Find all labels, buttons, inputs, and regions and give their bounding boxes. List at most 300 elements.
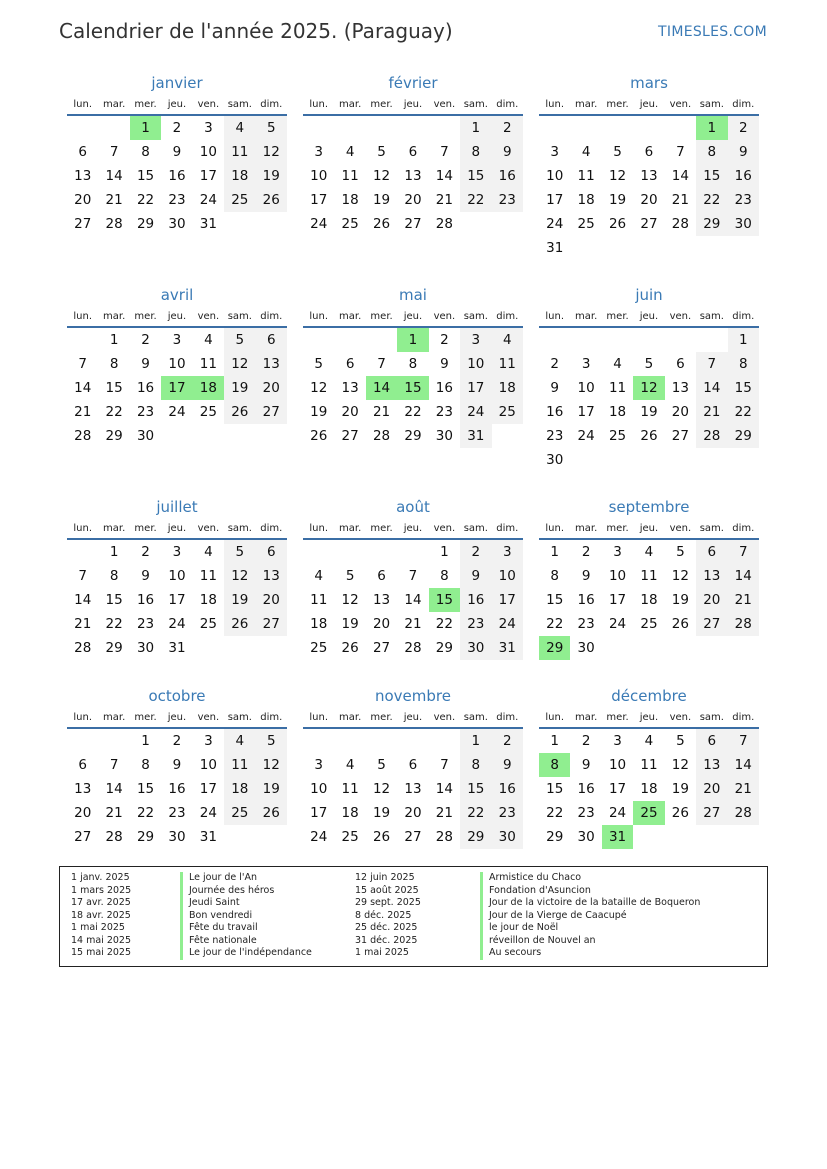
day-cell: 22 xyxy=(404,404,422,420)
day-cell: 20 xyxy=(671,404,689,420)
day-cell: 25 xyxy=(199,404,217,420)
day-cell: 2 xyxy=(728,116,759,140)
day-cell: 8 xyxy=(109,356,119,372)
legend-date: 8 déc. 2025 xyxy=(355,909,412,921)
day-cell: 15 xyxy=(136,168,155,184)
day-cell: 23 xyxy=(577,616,595,632)
day-cell: 10 xyxy=(608,568,627,584)
empty-cell xyxy=(366,328,397,352)
day-cell: 3 xyxy=(550,144,559,160)
day-cell: 19 xyxy=(310,404,328,420)
day-cell: 25 xyxy=(224,801,255,825)
day-cell: 15 xyxy=(460,164,491,188)
day-cell: 29 xyxy=(435,640,453,656)
month-11 xyxy=(539,685,759,849)
day-cell: 26 xyxy=(608,216,627,232)
day-cell: 15 xyxy=(105,592,123,608)
day-grid xyxy=(67,729,287,849)
day-cell: 10 xyxy=(310,168,328,184)
day-cell: 25 xyxy=(341,216,359,232)
day-cell: 11 xyxy=(341,781,359,797)
empty-cell xyxy=(98,116,129,140)
legend-date: 31 déc. 2025 xyxy=(355,934,418,946)
day-cell: 2 xyxy=(492,116,523,140)
day-cell: 12 xyxy=(310,380,328,396)
day-cell: 19 xyxy=(224,588,255,612)
legend-date: 18 avr. 2025 xyxy=(71,909,131,921)
day-cell: 27 xyxy=(696,612,727,636)
empty-cell xyxy=(67,540,98,564)
day-cell: 15 xyxy=(105,380,123,396)
weekday-label: mar. xyxy=(103,522,126,534)
day-cell: 13 xyxy=(640,168,658,184)
day-cell: 5 xyxy=(377,757,386,773)
legend-date: 1 mai 2025 xyxy=(355,947,409,958)
weekday-label: dim. xyxy=(496,711,519,723)
legend-holiday-name: Fête du travail xyxy=(180,922,258,935)
day-cell: 3 xyxy=(460,328,491,352)
day-cell: 18 xyxy=(640,592,658,608)
holiday-day: 15 xyxy=(429,588,460,612)
day-cell: 7 xyxy=(109,144,119,160)
day-cell: 7 xyxy=(728,540,759,564)
empty-cell xyxy=(570,116,601,140)
day-cell: 5 xyxy=(345,568,355,584)
weekday-header xyxy=(539,518,759,540)
weekday-label: jeu. xyxy=(403,310,423,322)
day-cell: 22 xyxy=(435,616,453,632)
day-cell: 24 xyxy=(199,192,217,208)
legend-holiday-name: Le jour de l'An xyxy=(180,872,257,885)
day-cell: 23 xyxy=(728,188,759,212)
weekday-label: mar. xyxy=(103,711,126,723)
day-cell: 3 xyxy=(581,356,591,372)
weekday-label: mar. xyxy=(339,310,362,322)
day-cell: 16 xyxy=(492,164,523,188)
day-cell: 24 xyxy=(168,404,186,420)
day-cell: 3 xyxy=(314,144,323,160)
day-cell: 12 xyxy=(372,168,391,184)
legend-date: 1 mars 2025 xyxy=(71,884,132,896)
day-cell: 31 xyxy=(168,640,186,656)
weekday-label: sam. xyxy=(699,711,724,723)
month-name: août xyxy=(396,498,430,516)
day-cell: 28 xyxy=(105,829,123,845)
empty-cell xyxy=(633,116,664,140)
day-cell: 27 xyxy=(404,829,422,845)
weekday-label: mer. xyxy=(370,522,393,534)
weekday-label: dim. xyxy=(260,98,283,110)
weekday-label: lun. xyxy=(309,310,329,322)
day-cell: 23 xyxy=(435,404,453,420)
day-cell: 11 xyxy=(224,753,255,777)
weekday-label: lun. xyxy=(545,522,565,534)
day-cell: 24 xyxy=(460,400,491,424)
weekday-label: sam. xyxy=(463,310,488,322)
day-cell: 24 xyxy=(577,428,595,444)
day-cell: 7 xyxy=(408,568,418,584)
legend-date: 15 août 2025 xyxy=(355,884,419,896)
day-cell: 10 xyxy=(168,356,186,372)
empty-cell xyxy=(366,729,397,753)
legend-date: 29 sept. 2025 xyxy=(355,897,421,908)
day-cell: 18 xyxy=(199,592,217,608)
day-cell: 4 xyxy=(204,332,213,348)
holiday-day: 1 xyxy=(696,116,727,140)
weekday-label: dim. xyxy=(732,711,755,723)
day-cell: 17 xyxy=(168,592,186,608)
month-name: juillet xyxy=(156,498,198,516)
day-cell: 17 xyxy=(546,192,564,208)
weekday-label: mer. xyxy=(134,98,157,110)
weekday-header xyxy=(303,94,523,116)
day-cell: 21 xyxy=(671,192,689,208)
weekday-label: mar. xyxy=(339,711,362,723)
day-cell: 8 xyxy=(440,568,449,584)
day-cell: 26 xyxy=(372,829,391,845)
day-cell: 8 xyxy=(460,753,491,777)
day-cell: 13 xyxy=(696,564,727,588)
day-cell: 18 xyxy=(341,805,359,821)
day-cell: 27 xyxy=(372,640,391,656)
weekday-label: jeu. xyxy=(403,711,423,723)
weekday-label: mar. xyxy=(575,522,598,534)
day-cell: 28 xyxy=(404,640,422,656)
day-cell: 3 xyxy=(204,120,213,136)
day-cell: 7 xyxy=(440,757,449,773)
day-cell: 20 xyxy=(372,616,391,632)
day-cell: 3 xyxy=(492,540,523,564)
day-cell: 8 xyxy=(696,140,727,164)
day-cell: 24 xyxy=(492,612,523,636)
day-cell: 1 xyxy=(728,328,759,352)
day-cell: 22 xyxy=(696,188,727,212)
weekday-label: ven. xyxy=(669,310,692,322)
weekday-header xyxy=(67,707,287,729)
empty-cell xyxy=(334,729,365,753)
day-cell: 2 xyxy=(141,544,150,560)
day-cell: 17 xyxy=(608,592,627,608)
day-cell: 12 xyxy=(341,592,359,608)
day-cell: 29 xyxy=(136,216,155,232)
day-cell: 23 xyxy=(492,188,523,212)
day-cell: 18 xyxy=(224,777,255,801)
empty-cell xyxy=(303,116,334,140)
day-cell: 6 xyxy=(408,144,418,160)
day-cell: 2 xyxy=(172,733,182,749)
legend-holiday-name: Jour de la Vierge de Caacupé xyxy=(480,910,627,923)
weekday-label: sam. xyxy=(227,98,252,110)
weekday-label: mar. xyxy=(103,98,126,110)
brand-link[interactable]: TIMESLES.COM xyxy=(658,24,767,40)
day-cell: 20 xyxy=(696,777,727,801)
day-cell: 14 xyxy=(435,781,453,797)
day-cell: 14 xyxy=(728,564,759,588)
day-cell: 11 xyxy=(310,592,328,608)
day-cell: 21 xyxy=(728,777,759,801)
empty-cell xyxy=(303,328,334,352)
day-cell: 19 xyxy=(608,192,627,208)
day-cell: 11 xyxy=(199,568,217,584)
empty-cell xyxy=(696,328,727,352)
day-cell: 11 xyxy=(341,168,359,184)
weekday-label: jeu. xyxy=(639,310,659,322)
holiday-legend xyxy=(59,866,768,967)
day-cell: 15 xyxy=(546,592,564,608)
day-cell: 26 xyxy=(640,428,658,444)
day-cell: 17 xyxy=(608,781,627,797)
page-title: Calendrier de l'année 2025. (Paraguay) xyxy=(59,19,453,43)
day-cell: 2 xyxy=(460,540,491,564)
day-cell: 4 xyxy=(345,144,355,160)
weekday-label: jeu. xyxy=(403,522,423,534)
day-cell: 17 xyxy=(199,168,217,184)
day-cell: 27 xyxy=(256,400,287,424)
day-cell: 26 xyxy=(224,400,255,424)
month-name: avril xyxy=(160,286,194,304)
month-1 xyxy=(303,72,523,236)
day-cell: 27 xyxy=(74,216,92,232)
day-cell: 1 xyxy=(460,729,491,753)
day-cell: 5 xyxy=(224,540,255,564)
day-cell: 1 xyxy=(141,733,150,749)
day-cell: 27 xyxy=(671,428,689,444)
month-name: mai xyxy=(399,286,427,304)
month-name: février xyxy=(388,74,438,92)
day-cell: 28 xyxy=(74,640,92,656)
weekday-label: sam. xyxy=(463,522,488,534)
day-cell: 7 xyxy=(377,356,386,372)
day-cell: 28 xyxy=(435,829,453,845)
day-cell: 25 xyxy=(640,616,658,632)
day-cell: 22 xyxy=(460,188,491,212)
day-cell: 17 xyxy=(310,192,328,208)
day-cell: 15 xyxy=(546,781,564,797)
day-cell: 24 xyxy=(546,216,564,232)
month-name: septembre xyxy=(608,498,690,516)
weekday-label: ven. xyxy=(669,711,692,723)
month-6 xyxy=(67,496,287,660)
holiday-day: 14 xyxy=(366,376,397,400)
day-cell: 17 xyxy=(460,376,491,400)
empty-cell xyxy=(334,540,365,564)
day-cell: 9 xyxy=(141,356,150,372)
day-grid xyxy=(539,540,759,660)
day-cell: 21 xyxy=(435,192,453,208)
weekday-label: jeu. xyxy=(167,711,187,723)
day-cell: 5 xyxy=(644,356,654,372)
legend-date: 25 déc. 2025 xyxy=(355,922,418,933)
day-cell: 11 xyxy=(199,356,217,372)
empty-cell xyxy=(67,328,98,352)
weekday-header xyxy=(67,94,287,116)
day-cell: 28 xyxy=(696,424,727,448)
legend-holiday-name: Jeudi Saint xyxy=(180,897,240,910)
day-cell: 20 xyxy=(256,588,287,612)
weekday-label: dim. xyxy=(260,522,283,534)
day-cell: 8 xyxy=(460,140,491,164)
weekday-header xyxy=(303,306,523,328)
day-cell: 29 xyxy=(136,829,155,845)
day-cell: 14 xyxy=(671,168,689,184)
day-cell: 29 xyxy=(460,825,491,849)
day-cell: 4 xyxy=(644,733,654,749)
day-cell: 9 xyxy=(172,144,182,160)
day-cell: 21 xyxy=(105,192,123,208)
day-cell: 23 xyxy=(577,805,595,821)
day-cell: 2 xyxy=(550,356,559,372)
day-cell: 7 xyxy=(78,356,87,372)
day-cell: 21 xyxy=(435,805,453,821)
month-name: juin xyxy=(635,286,663,304)
legend-date: 1 janv. 2025 xyxy=(71,872,130,883)
day-cell: 16 xyxy=(546,404,564,420)
day-cell: 17 xyxy=(199,781,217,797)
day-cell: 2 xyxy=(581,544,591,560)
day-cell: 6 xyxy=(377,568,386,584)
weekday-label: mar. xyxy=(575,310,598,322)
day-cell: 15 xyxy=(696,164,727,188)
day-cell: 21 xyxy=(372,404,391,420)
weekday-label: lun. xyxy=(309,711,329,723)
empty-cell xyxy=(67,729,98,753)
day-cell: 27 xyxy=(404,216,422,232)
day-cell: 25 xyxy=(341,829,359,845)
day-cell: 2 xyxy=(492,729,523,753)
day-cell: 14 xyxy=(696,376,727,400)
day-cell: 17 xyxy=(577,404,595,420)
weekday-label: sam. xyxy=(227,310,252,322)
weekday-label: dim. xyxy=(732,310,755,322)
day-cell: 3 xyxy=(172,332,182,348)
month-name: octobre xyxy=(148,687,206,705)
empty-cell xyxy=(303,729,334,753)
day-cell: 8 xyxy=(141,144,150,160)
weekday-label: mer. xyxy=(606,522,629,534)
legend-holiday-name: Bon vendredi xyxy=(180,910,252,923)
day-cell: 30 xyxy=(492,825,523,849)
day-grid xyxy=(539,729,759,849)
day-cell: 23 xyxy=(136,616,155,632)
weekday-label: ven. xyxy=(669,522,692,534)
weekday-label: dim. xyxy=(496,98,519,110)
day-cell: 13 xyxy=(74,781,92,797)
day-cell: 9 xyxy=(581,568,591,584)
day-cell: 23 xyxy=(460,612,491,636)
weekday-label: lun. xyxy=(545,310,565,322)
day-cell: 16 xyxy=(492,777,523,801)
day-cell: 31 xyxy=(492,636,523,660)
day-cell: 3 xyxy=(172,544,182,560)
weekday-label: mar. xyxy=(339,98,362,110)
weekday-label: lun. xyxy=(73,522,93,534)
empty-cell xyxy=(665,116,696,140)
day-cell: 12 xyxy=(372,781,391,797)
day-cell: 26 xyxy=(671,616,689,632)
weekday-header xyxy=(67,306,287,328)
weekday-label: lun. xyxy=(309,522,329,534)
day-cell: 16 xyxy=(168,781,186,797)
day-cell: 16 xyxy=(460,588,491,612)
holiday-day: 18 xyxy=(193,376,224,400)
day-cell: 19 xyxy=(640,404,658,420)
day-cell: 4 xyxy=(613,356,622,372)
month-8 xyxy=(539,496,759,660)
day-cell: 12 xyxy=(256,140,287,164)
weekday-label: ven. xyxy=(669,98,692,110)
legend-holiday-name: Fête nationale xyxy=(180,935,257,948)
day-cell: 9 xyxy=(492,140,523,164)
day-cell: 4 xyxy=(224,729,255,753)
month-name: mars xyxy=(630,74,668,92)
day-cell: 22 xyxy=(136,192,155,208)
day-cell: 31 xyxy=(199,216,217,232)
day-cell: 19 xyxy=(256,164,287,188)
day-cell: 22 xyxy=(546,616,564,632)
day-cell: 9 xyxy=(440,356,449,372)
weekday-header xyxy=(303,518,523,540)
weekday-header xyxy=(539,707,759,729)
day-cell: 14 xyxy=(105,168,123,184)
weekday-label: ven. xyxy=(433,522,456,534)
day-cell: 24 xyxy=(199,805,217,821)
day-cell: 31 xyxy=(199,829,217,845)
day-cell: 21 xyxy=(404,616,422,632)
day-cell: 13 xyxy=(341,380,359,396)
weekday-label: ven. xyxy=(433,711,456,723)
day-cell: 29 xyxy=(105,428,123,444)
holiday-day: 12 xyxy=(633,376,664,400)
day-cell: 27 xyxy=(74,829,92,845)
weekday-label: sam. xyxy=(463,98,488,110)
day-cell: 1 xyxy=(440,544,449,560)
day-cell: 21 xyxy=(74,404,92,420)
day-cell: 17 xyxy=(492,588,523,612)
day-cell: 10 xyxy=(608,757,627,773)
day-cell: 1 xyxy=(109,332,119,348)
day-cell: 1 xyxy=(109,544,119,560)
weekday-label: jeu. xyxy=(167,98,187,110)
weekday-label: sam. xyxy=(699,98,724,110)
weekday-label: ven. xyxy=(197,711,220,723)
month-7 xyxy=(303,496,523,660)
day-cell: 2 xyxy=(141,332,150,348)
day-cell: 15 xyxy=(728,376,759,400)
day-cell: 9 xyxy=(550,380,559,396)
day-cell: 26 xyxy=(256,188,287,212)
day-cell: 13 xyxy=(372,592,391,608)
weekday-label: dim. xyxy=(260,310,283,322)
day-cell: 19 xyxy=(671,592,689,608)
day-cell: 7 xyxy=(696,352,727,376)
day-cell: 16 xyxy=(136,380,155,396)
weekday-label: lun. xyxy=(309,98,329,110)
day-cell: 30 xyxy=(136,428,155,444)
weekday-header xyxy=(539,94,759,116)
day-cell: 20 xyxy=(74,805,92,821)
weekday-label: mer. xyxy=(134,310,157,322)
day-cell: 6 xyxy=(696,729,727,753)
day-cell: 30 xyxy=(728,212,759,236)
empty-cell xyxy=(98,729,129,753)
day-cell: 6 xyxy=(256,328,287,352)
day-cell: 27 xyxy=(341,428,359,444)
weekday-header xyxy=(67,518,287,540)
day-cell: 29 xyxy=(404,428,422,444)
day-cell: 30 xyxy=(136,640,155,656)
day-cell: 8 xyxy=(408,356,418,372)
day-cell: 5 xyxy=(613,144,622,160)
